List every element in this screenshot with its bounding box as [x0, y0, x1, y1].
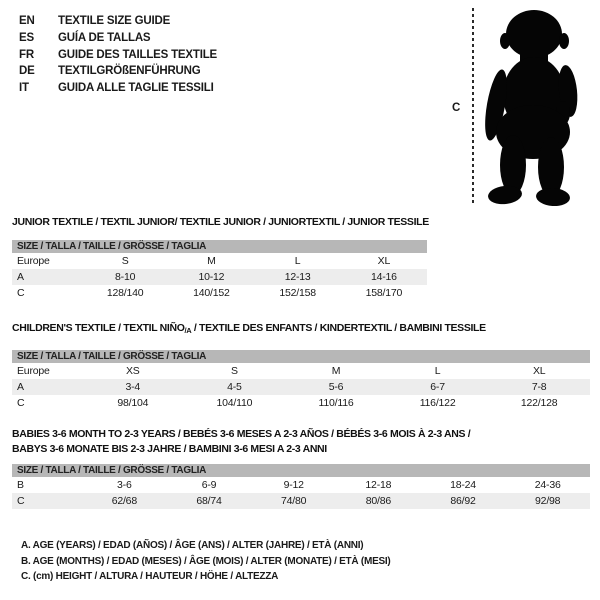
size-cell: 8-10: [115, 271, 136, 283]
baby-silhouette: [480, 5, 580, 207]
size-table-header: SIZE / TALLA / TAILLE / GRÖSSE / TAGLIA: [12, 464, 590, 477]
section-title-line1: BABIES 3-6 MONTH TO 2-3 YEARS / BEBÉS 3-6 MESES A 2-3 AÑOS / BÉBÉS 3-6 MOIS À 2-3 ANS /: [12, 428, 471, 440]
size-cell: 18-24: [450, 479, 476, 491]
size-cell: 12-13: [284, 271, 311, 283]
language-title: TEXTILGRÖßENFÜHRUNG: [58, 65, 201, 78]
table-row-height: [12, 493, 590, 509]
size-cell: S: [230, 365, 238, 377]
size-cell: 6-9: [201, 479, 217, 491]
size-cell: M: [331, 365, 341, 377]
title-part: CHILDREN'S TEXTILE / TEXTIL NIÑO: [12, 322, 185, 334]
size-cell: L: [294, 255, 301, 267]
size-cell: 24-36: [534, 479, 561, 491]
size-cell: 128/140: [106, 287, 144, 299]
table-row-age: [12, 379, 590, 395]
size-cell: 14-16: [370, 271, 397, 283]
footnote-age-months: B. AGE (MONTHS) / EDAD (MESES) / ÂGE (MOIS) / ALTER (MONATE) / ETÀ (MESI): [21, 555, 391, 567]
size-table-header: SIZE / TALLA / TAILLE / GRÖSSE / TAGLIA: [12, 350, 590, 363]
size-table-header: SIZE / TALLA / TAILLE / GRÖSSE / TAGLIA: [12, 240, 427, 253]
size-cell: 4-5: [227, 381, 242, 393]
row-label: Europe: [17, 365, 50, 377]
language-code: FR: [19, 48, 34, 61]
children-size-table: [12, 350, 590, 411]
size-cell: 140/152: [193, 287, 230, 299]
footnote-age-years: A. AGE (YEARS) / EDAD (AÑOS) / ÂGE (ANS) / ALTER (JAHRE) / ETÀ (ANNI): [21, 540, 364, 551]
size-cell: 86/92: [450, 495, 476, 507]
table-row-europe: [12, 363, 590, 379]
section-babies-textile: [12, 427, 590, 509]
language-row-it: [19, 80, 217, 97]
language-row-fr: [19, 47, 217, 64]
babies-size-table: [12, 464, 590, 509]
language-title: GUIDA ALLE TAGLIE TESSILI: [58, 82, 214, 95]
language-code: ES: [19, 31, 34, 44]
size-cell: 10-12: [198, 271, 225, 283]
size-cell: 92/98: [535, 495, 561, 507]
section-junior-textile: [12, 216, 427, 301]
size-cell: 80/86: [365, 495, 391, 507]
language-row-de: [19, 63, 217, 80]
section-title: JUNIOR TEXTILE / TEXTIL JUNIOR/ TEXTILE JUNIOR / JUNIORTEXTIL / JUNIOR TESSILE: [12, 216, 429, 228]
table-row-height: [12, 285, 427, 301]
size-cell: 74/80: [281, 495, 307, 507]
size-cell: XL: [377, 255, 391, 267]
row-label: Europe: [17, 255, 50, 267]
size-cell: 62/68: [111, 495, 137, 507]
language-row-en: [19, 13, 217, 30]
language-title: GUÍA DE TALLAS: [58, 31, 151, 44]
table-row-age-months: [12, 477, 590, 493]
size-cell: 5-6: [328, 381, 344, 393]
size-cell: S: [121, 255, 129, 267]
size-cell: 152/158: [279, 287, 316, 299]
size-cell: 98/104: [117, 397, 149, 409]
row-label: C: [17, 287, 25, 299]
table-row-height: [12, 395, 590, 411]
size-cell: 122/128: [520, 397, 558, 409]
height-measure-label: C: [452, 102, 461, 114]
size-cell: 68/74: [196, 495, 222, 507]
size-cell: L: [434, 365, 441, 377]
section-children-textile: [12, 322, 590, 411]
row-label: A: [17, 381, 24, 393]
language-code: IT: [19, 82, 29, 95]
title-subscript: /A: [184, 326, 192, 335]
table-row-europe: [12, 253, 427, 269]
row-label: C: [17, 495, 25, 507]
size-cell: 116/122: [419, 397, 456, 409]
row-label: B: [17, 479, 24, 491]
size-cell: 104/110: [216, 397, 253, 409]
size-cell: 6-7: [430, 381, 445, 393]
row-label: C: [17, 397, 25, 409]
height-measure-dotted-line: [472, 8, 474, 206]
footnote-legend: [21, 538, 391, 585]
size-cell: 3-6: [117, 479, 132, 491]
junior-size-table: [12, 240, 427, 301]
size-cell: 9-12: [283, 479, 304, 491]
row-label: A: [17, 271, 24, 283]
title-part: / TEXTILE DES ENFANTS / KINDERTEXTIL / BAMBINI TESSILE: [191, 322, 486, 334]
language-row-es: [19, 30, 217, 47]
language-title: TEXTILE SIZE GUIDE: [58, 15, 171, 27]
size-cell: 110/116: [318, 397, 354, 409]
size-cell: 12-18: [365, 479, 392, 491]
table-row-age: [12, 269, 427, 285]
size-cell: 7-8: [531, 381, 547, 393]
size-cell: 158/170: [365, 287, 403, 299]
language-title: GUIDE DES TAILLES TEXTILE: [58, 48, 217, 61]
footnote-height: C. (cm) HEIGHT / ALTURA / HAUTEUR / HÖHE / ALTEZZA: [21, 571, 279, 583]
size-cell: XL: [532, 365, 546, 377]
section-title-line2: BABYS 3-6 MONATE BIS 2-3 JAHRE / BAMBINI 3-6 MESI A 2-3 ANNI: [12, 443, 327, 455]
size-cell: 3-4: [125, 381, 141, 393]
language-title-block: [19, 13, 217, 97]
size-cell: M: [207, 255, 216, 267]
language-code: DE: [19, 65, 35, 78]
section-title: [12, 322, 590, 337]
size-cell: XS: [125, 365, 140, 377]
language-code: EN: [19, 15, 35, 27]
